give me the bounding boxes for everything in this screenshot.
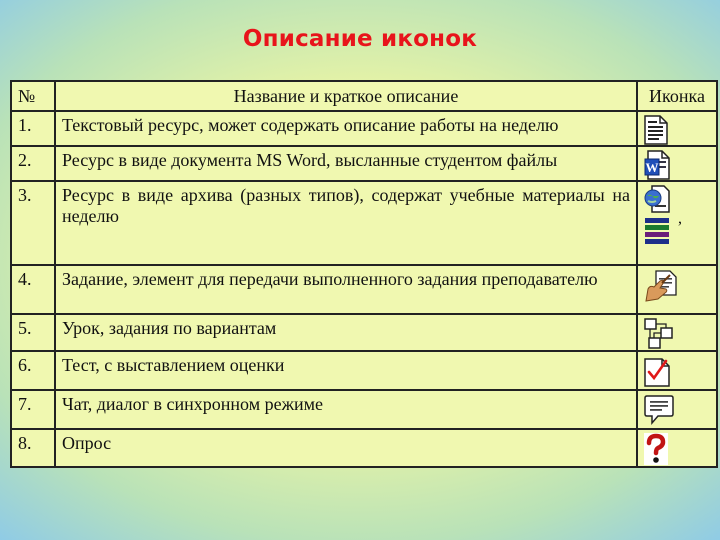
header-description: Название и краткое описание [55,81,637,111]
slide-title: Описание иконок [242,26,478,52]
table-row [11,314,717,351]
quiz-checkmark-icon [644,355,710,387]
row-icon-cell [637,314,717,351]
web-archive-icon [644,185,710,213]
row-number: 5. [11,314,55,351]
chat-bubble-icon [644,394,710,426]
svg-text:W: W [645,160,659,175]
header-number: № [11,81,55,111]
lesson-flowchart-icon [644,318,710,350]
text-document-icon [644,115,710,145]
row-description: Ресурс в виде архива (разных типов), содержат учебные материалы на неделю [55,181,637,265]
table-row [11,390,717,429]
row-description: Тест, с выставлением оценки [55,351,637,390]
row-icon-cell [637,351,717,390]
table-row [11,351,717,390]
row-icon-cell [637,390,717,429]
row-number: 7. [11,390,55,429]
row-number: 8. [11,429,55,467]
table-header-row [11,81,717,111]
row-icon-cell [637,111,717,146]
row-icon-cell [637,181,717,265]
row-number: 3. [11,181,55,265]
table-row [11,265,717,314]
table-row [11,146,717,181]
row-description: Текстовый ресурс, может содержать описание работы на неделю [55,111,637,146]
row-number: 2. [11,146,55,181]
row-icon-cell [637,265,717,314]
row-icon-cell [637,146,717,181]
row-description: Задание, элемент для передачи выполненного задания преподавателю [55,265,637,314]
table-row [11,429,717,467]
survey-question-icon [644,433,710,465]
icons-table [10,80,718,468]
archive-stack-icon [644,217,710,245]
row-number: 4. [11,265,55,314]
header-icon: Иконка [637,81,717,111]
table-row [11,111,717,146]
row-description: Урок, задания по вариантам [55,314,637,351]
row-number: 6. [11,351,55,390]
row-number: 1. [11,111,55,146]
row-description: Опрос [55,429,637,467]
row-description: Ресурс в виде документа MS Word, высланные студентом файлы [55,146,637,181]
assignment-hand-icon [644,269,710,303]
word-document-icon [644,150,710,180]
row-icon-separator: , [678,210,682,227]
row-icon-cell [637,429,717,467]
table-row [11,181,717,265]
row-description: Чат, диалог в синхронном режиме [55,390,637,429]
